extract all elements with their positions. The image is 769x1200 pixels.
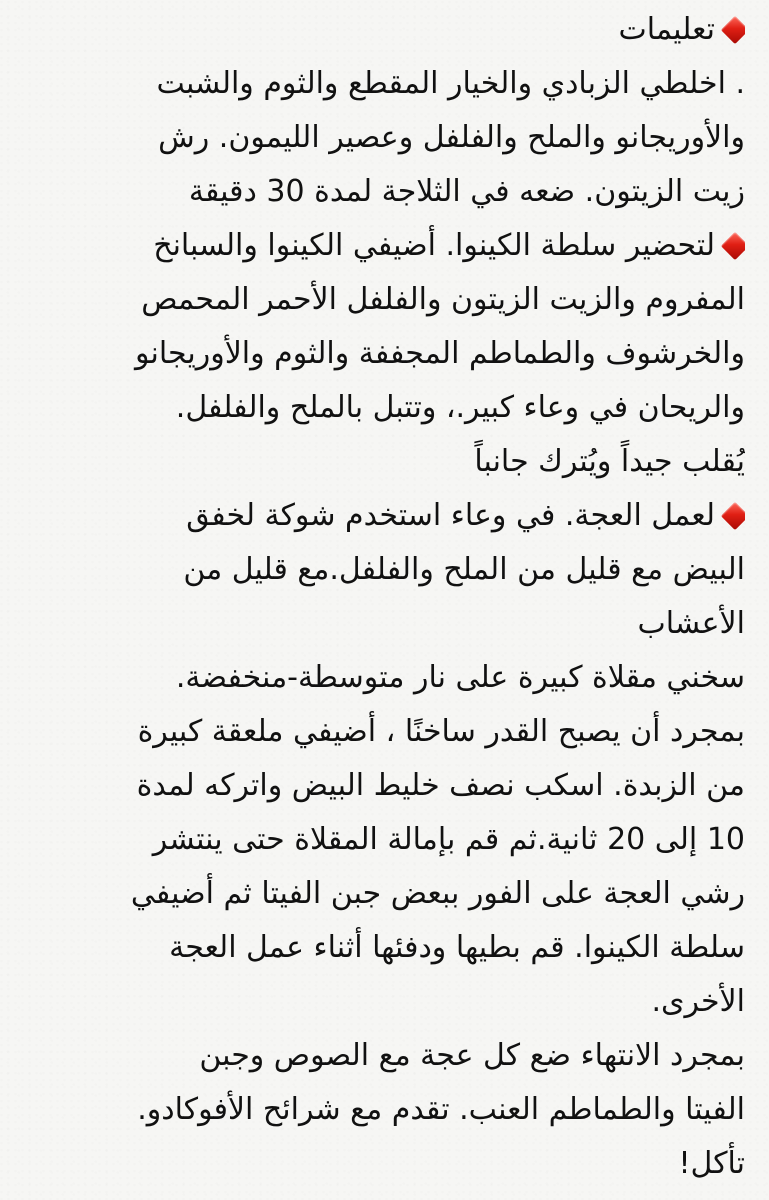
text-line [14, 111, 745, 165]
line-text: والخرشوف والطماطم المجففة والثوم والأوريجانو [135, 336, 745, 371]
text-line [14, 813, 745, 867]
text-line [14, 165, 745, 219]
line-text: لتحضير سلطة الكينوا. أضيفي الكينوا والسبانخ [153, 228, 715, 263]
red-diamond-icon [721, 502, 745, 530]
text-line [14, 435, 745, 489]
text-line [14, 57, 745, 111]
text-line [14, 759, 745, 813]
section-heading-line [14, 219, 745, 273]
line-text: يُقلب جيداً ويُترك جانباً [474, 444, 745, 479]
line-text: بمجرد الانتهاء ضع كل عجة مع الصوص وجبن [199, 1038, 745, 1073]
text-line [14, 867, 745, 921]
line-text: البيض مع قليل من الملح والفلفل.مع قليل من [183, 552, 745, 587]
text-line [14, 651, 745, 705]
line-text: رشي العجة على الفور ببعض جبن الفيتا ثم أضيفي [130, 876, 745, 911]
text-line [14, 1029, 745, 1083]
red-diamond-icon [721, 16, 745, 44]
line-text: الأعشاب [637, 606, 745, 641]
text-line [14, 327, 745, 381]
red-diamond-icon [721, 232, 745, 260]
line-text: تأكل! [678, 1146, 745, 1181]
line-text: والريحان في وعاء كبير.، وتتبل بالملح والفلفل. [175, 390, 745, 425]
text-line [14, 597, 745, 651]
text-line [14, 1137, 745, 1191]
line-text: الفيتا والطماطم العنب. تقدم مع شرائح الأفوكادو. [137, 1092, 745, 1127]
line-text: . اخلطي الزبادي والخيار المقطع والثوم والشبت [156, 66, 745, 101]
line-text: من الزبدة. اسكب نصف خليط البيض واتركه لمدة [136, 768, 745, 803]
text-line [14, 1083, 745, 1137]
line-text: الأخرى. [651, 984, 745, 1019]
line-text: زيت الزيتون. ضعه في الثلاجة لمدة 30 دقيقة [188, 174, 745, 209]
text-line [14, 543, 745, 597]
text-line [14, 273, 745, 327]
text-line [14, 381, 745, 435]
section-heading-line [14, 3, 745, 57]
line-text: سخني مقلاة كبيرة على نار متوسطة-منخفضة. [175, 660, 745, 695]
line-text: 10 إلى 20 ثانية.ثم قم بإمالة المقلاة حتى ينتشر [152, 822, 745, 857]
text-line [14, 705, 745, 759]
line-text: سلطة الكينوا. قم بطيها ودفئها أثناء عمل العجة [169, 930, 745, 965]
line-text: لعمل العجة. في وعاء استخدم شوكة لخفق [186, 498, 715, 533]
line-text: تعليمات [618, 12, 715, 47]
line-text: المفروم والزيت الزيتون والفلفل الأحمر المحمص [141, 282, 745, 317]
text-line [14, 921, 745, 975]
line-text: بمجرد أن يصبح القدر ساخنًا ، أضيفي ملعقة كبيرة [137, 714, 745, 749]
line-text: والأوريجانو والملح والفلفل وعصير الليمون. رش [158, 120, 745, 155]
section-heading-line [14, 489, 745, 543]
text-line [14, 975, 745, 1029]
